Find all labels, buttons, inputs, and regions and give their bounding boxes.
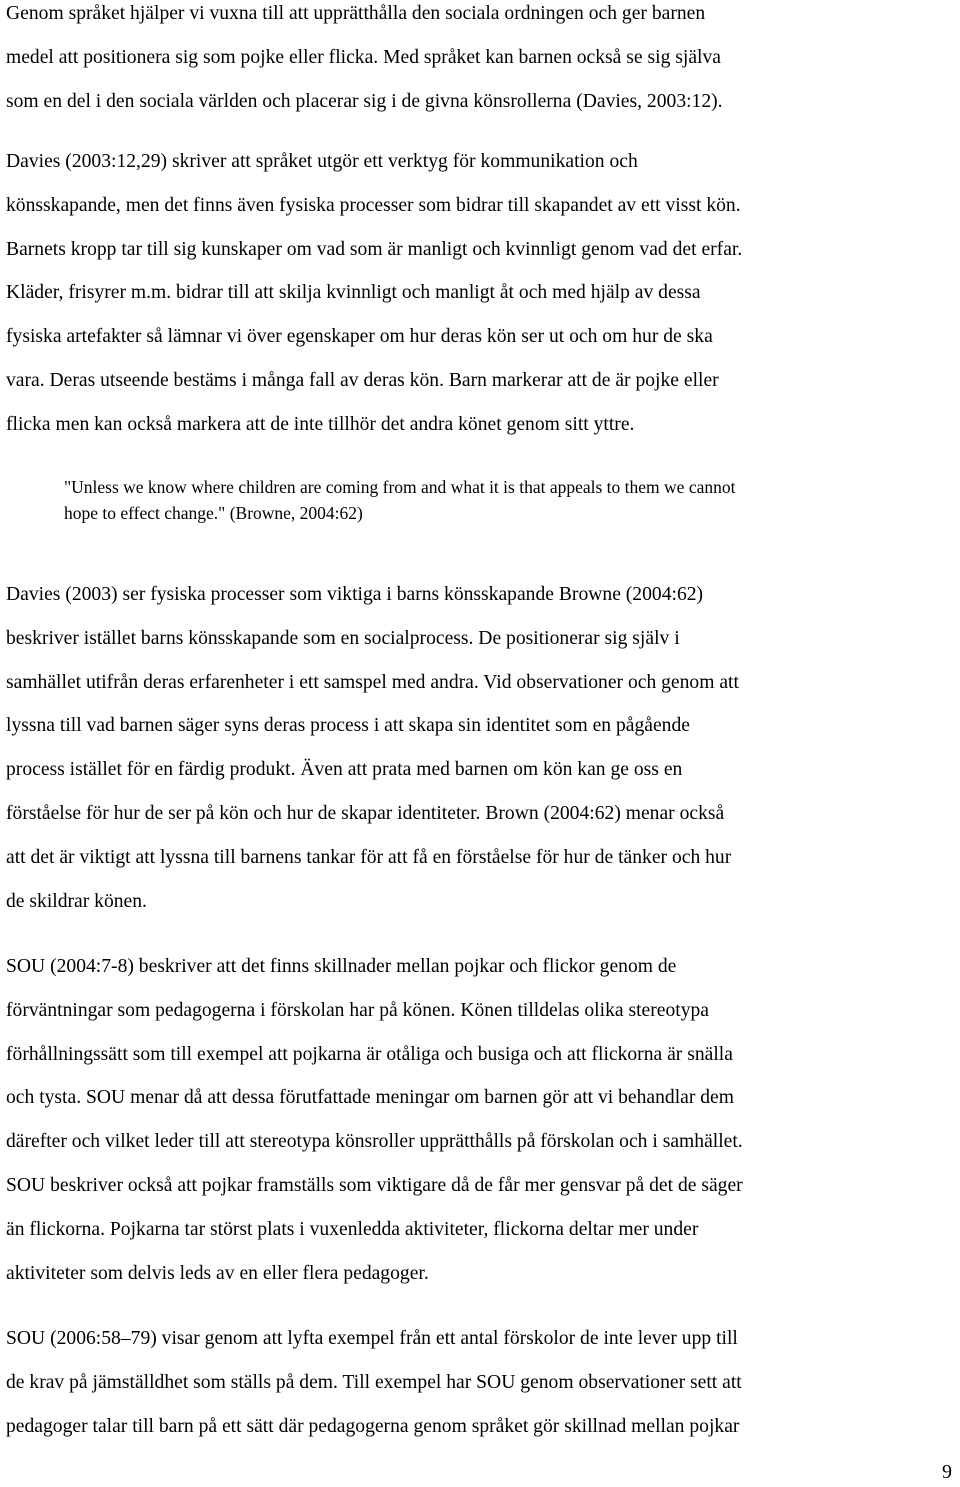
quote-line: hope to effect change." (Browne, 2004:62) xyxy=(64,503,363,523)
paragraph-3 xyxy=(6,573,956,923)
paragraph-2 xyxy=(6,140,956,447)
text-line: pedagoger talar till barn på ett sätt där pedagogerna genom språket gör skillnad mellan pojkar xyxy=(6,1415,740,1437)
text-line: än flickorna. Pojkarna tar störst plats i vuxenledda aktiviteter, flickorna deltar mer under xyxy=(6,1218,699,1240)
text-line: förhållningssätt som till exempel att pojkarna är otåliga och busiga och att flickorna är snälla xyxy=(6,1043,733,1065)
text-line: därefter och vilket leder till att stereotypa könsroller upprätthålls på förskolan och i samhället. xyxy=(6,1131,743,1153)
text-line: Genom språket hjälper vi vuxna till att upprätthålla den sociala ordningen och ger barnen xyxy=(6,3,706,24)
text-line: flicka men kan också markera att de inte tillhör det andra könet genom sitt yttre. xyxy=(6,413,635,435)
paragraph-1 xyxy=(6,0,956,123)
text-line: SOU (2006:58–79) visar genom att lyfta exempel från ett antal förskolor de inte lever upp till xyxy=(6,1328,738,1349)
paragraph-4 xyxy=(6,945,956,1295)
text-line: förväntningar som pedagogerna i förskolan har på könen. Könen tilldelas olika stereotypa xyxy=(6,999,709,1021)
paragraph-5 xyxy=(6,1317,956,1448)
text-line: SOU (2004:7-8) beskriver att det finns skillnader mellan pojkar och flickor genom de xyxy=(6,956,677,977)
text-line: de skildrar könen. xyxy=(6,890,147,912)
text-line: process istället för en färdig produkt. Även att prata med barnen om kön kan ge oss en xyxy=(6,759,683,781)
quote-line: "Unless we know where children are coming from and what it is that appeals to them we cannot xyxy=(64,477,736,497)
text-line: beskriver istället barns könsskapande som en socialprocess. De positionerar sig själv i xyxy=(6,627,680,649)
block-quote xyxy=(64,474,944,526)
text-line: som en del i den sociala världen och placerar sig i de givna könsrollerna (Davies, 2003:12). xyxy=(6,90,723,112)
text-line: samhället utifrån deras erfarenheter i ett samspel med andra. Vid observationer och genom att xyxy=(6,671,739,693)
text-line: vara. Deras utseende bestäms i många fall av deras kön. Barn markerar att de är pojke eller xyxy=(6,369,719,391)
text-line: lyssna till vad barnen säger syns deras process i att skapa sin identitet som en pågående xyxy=(6,715,690,737)
text-line: att det är viktigt att lyssna till barnens tankar för att få en förståelse för hur de tänker och hur xyxy=(6,846,732,868)
text-line: Barnets kropp tar till sig kunskaper om vad som är manligt och kvinnligt genom vad det erfar. xyxy=(6,238,743,260)
text-line: fysiska artefakter så lämnar vi över egenskaper om hur deras kön ser ut och om hur de ska xyxy=(6,326,713,348)
text-line: förståelse för hur de ser på kön och hur de skapar identiteter. Brown (2004:62) menar också xyxy=(6,802,725,824)
text-line: de krav på jämställdhet som ställs på dem. Till exempel har SOU genom observationer sett att xyxy=(6,1371,742,1393)
text-line: Kläder, frisyrer m.m. bidrar till att skilja kvinnligt och manligt åt och med hjälp av dessa xyxy=(6,282,701,304)
text-line: medel att positionera sig som pojke eller flicka. Med språket kan barnen också se sig själva xyxy=(6,46,721,68)
text-line: aktiviteter som delvis leds av en eller flera pedagoger. xyxy=(6,1262,429,1284)
text-line: Davies (2003) ser fysiska processer som viktiga i barns könsskapande Browne (2004:62) xyxy=(6,584,704,605)
text-line: Davies (2003:12,29) skriver att språket utgör ett verktyg för kommunikation och xyxy=(6,151,638,172)
page-number: 9 xyxy=(942,1461,952,1483)
text-line: könsskapande, men det finns även fysiska processer som bidrar till skapandet av ett visst kön. xyxy=(6,194,741,216)
text-line: SOU beskriver också att pojkar framställs som viktigare då de får mer gensvar på det de säger xyxy=(6,1174,743,1196)
text-line: och tysta. SOU menar då att dessa förutfattade meningar om barnen gör att vi behandlar dem xyxy=(6,1087,734,1109)
